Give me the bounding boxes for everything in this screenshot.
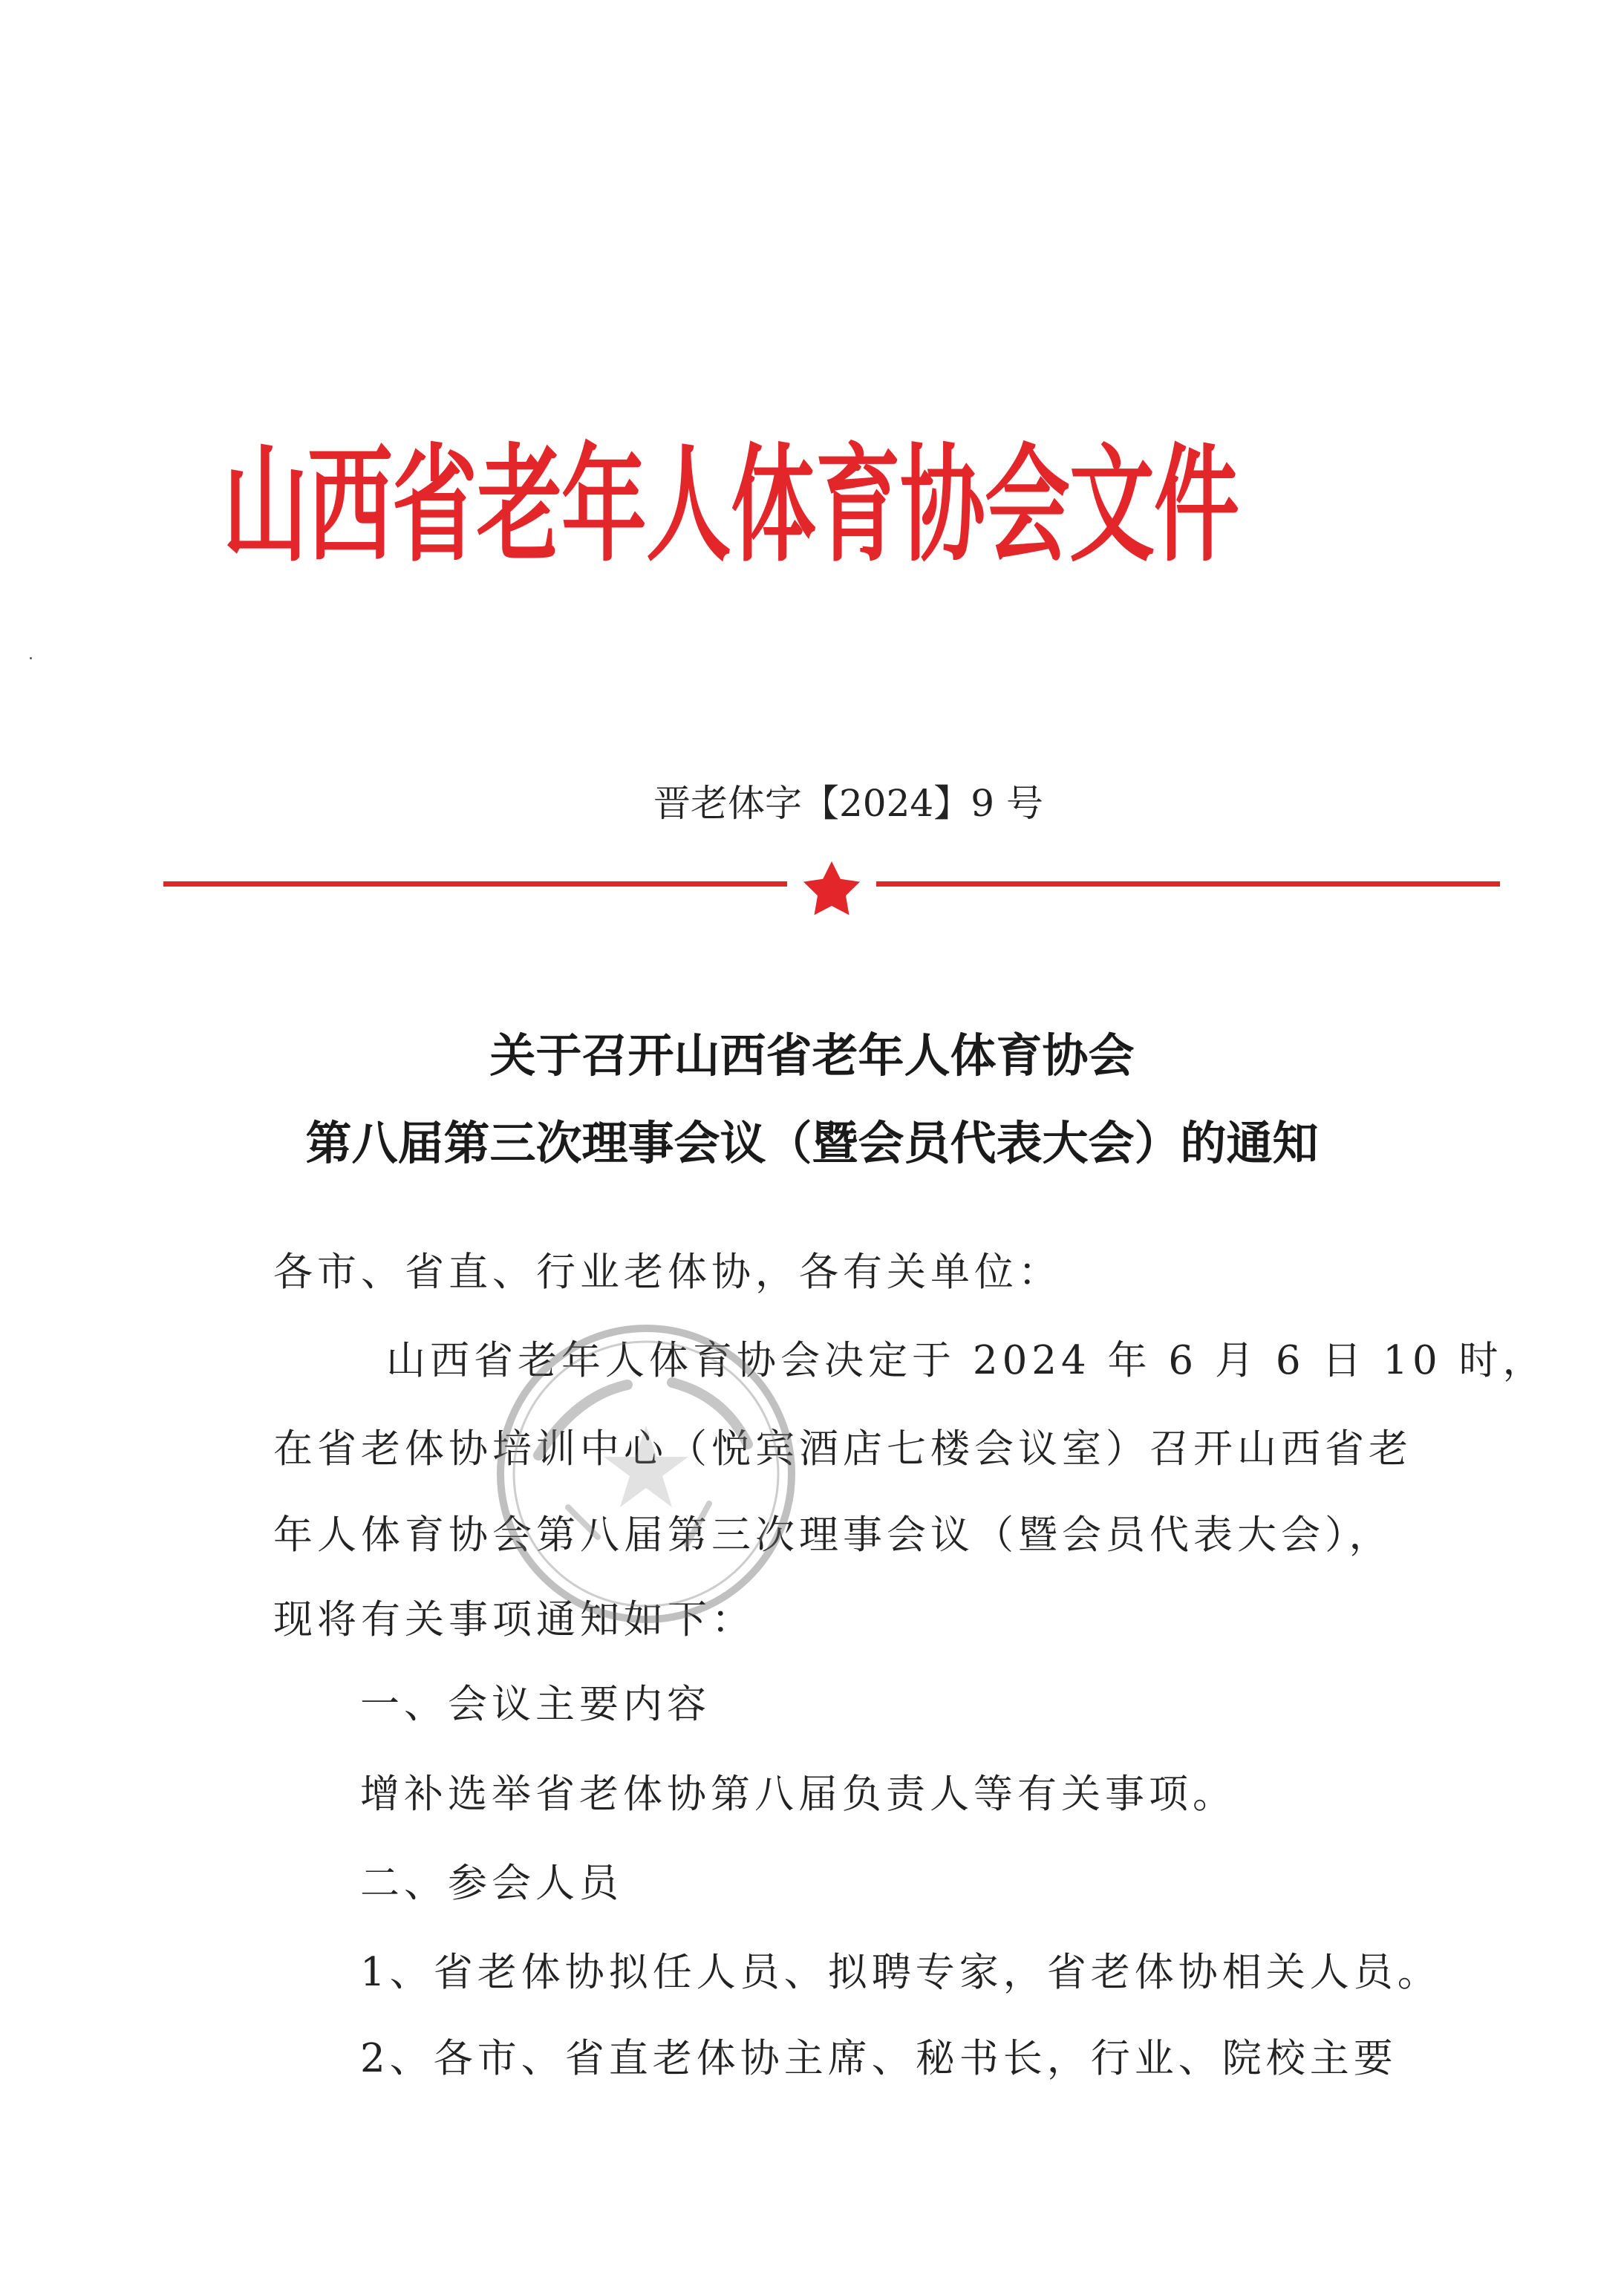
notice-subject-line-1: 关于召开山西省老年人体育协会 — [489, 1028, 1135, 1083]
intro-line-4: 现将有关事项通知如下： — [273, 1597, 755, 1642]
document-header-title: 山西省老年人体育协会文件 — [223, 430, 1239, 579]
section-1-text: 增补选举省老体协第八届负责人等有关事项。 — [360, 1772, 1236, 1817]
intro-line-3: 年人体育协会第八届第三次理事会议（暨会员代表大会）， — [273, 1512, 1393, 1558]
section-2-heading: 二、参会人员 — [360, 1861, 623, 1906]
notice-subject-line-2: 第八届第三次理事会议（暨会员代表大会）的通知 — [305, 1116, 1319, 1170]
star-icon — [803, 861, 860, 915]
intro-line-2: 在省老体协培训中心（悦宾酒店七楼会议室）召开山西省老 — [273, 1426, 1412, 1472]
scan-speck — [30, 657, 32, 659]
header-divider — [163, 861, 1500, 921]
divider-line-left — [163, 881, 787, 887]
salutation: 各市、省直、行业老体协，各有关单位： — [273, 1250, 1062, 1295]
section-1-heading: 一、会议主要内容 — [360, 1682, 711, 1727]
intro-line-1: 山西省老年人体育协会决定于 2024 年 6 月 6 日 10 时， — [386, 1338, 1547, 1383]
divider-line-right — [876, 881, 1500, 887]
section-2-item-2: 2、各市、省直老体协主席、秘书长，行业、院校主要 — [360, 2036, 1398, 2081]
document-number: 晋老体字【2024】9 号 — [653, 782, 1043, 825]
section-2-item-1: 1、省老体协拟任人员、拟聘专家，省老体协相关人员。 — [360, 1950, 1441, 1995]
